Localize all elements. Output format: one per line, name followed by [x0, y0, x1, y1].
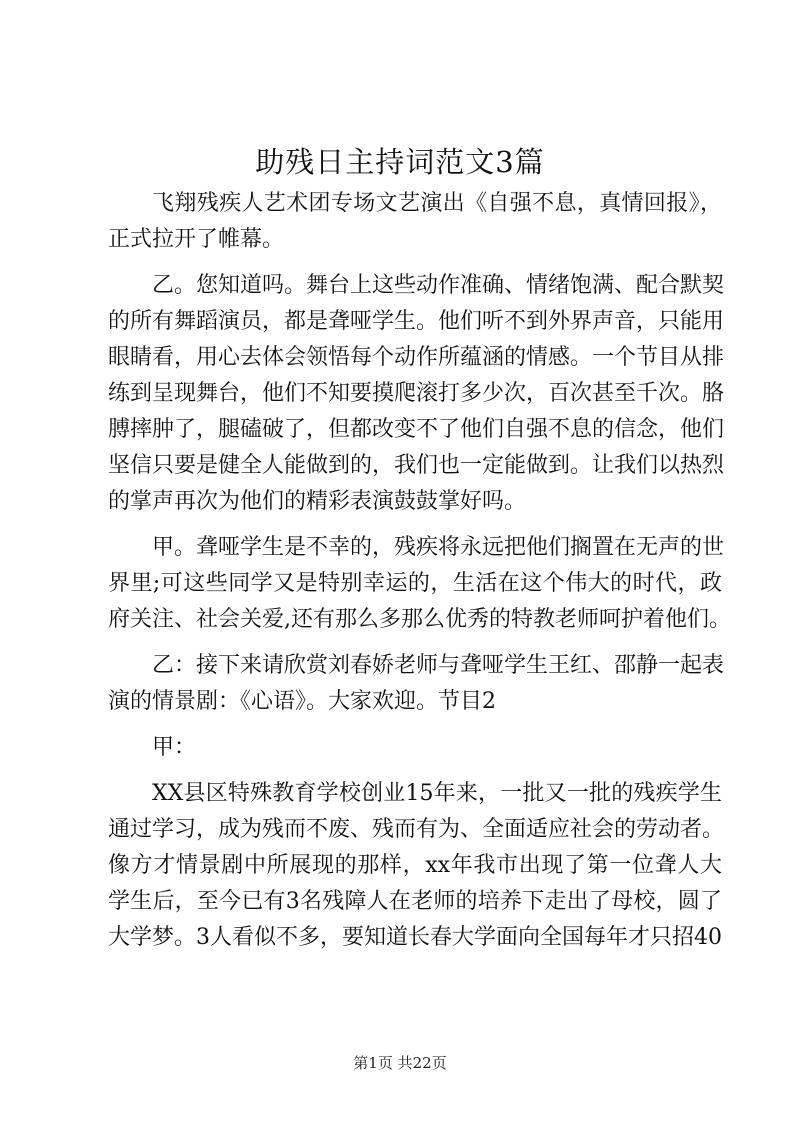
text-line: 乙。您知道吗。舞台上这些动作准确、情绪饱满、配合默契 [152, 273, 725, 298]
paragraph [108, 268, 725, 520]
text-line: 练到呈现舞台，他们不知要摸爬滚打多少次，百次甚至千次。胳 [108, 381, 725, 406]
text-line: 甲： [152, 735, 197, 760]
text-line: 通过学习，成为残而不废、残而有为、全面适应社会的劳动者。 [108, 817, 725, 842]
text-line: 飞翔残疾人艺术团专场文艺演出《自强不息，真情回报》， [152, 191, 722, 216]
document-body [108, 186, 731, 966]
text-line: 眼睛看，用心去体会领悟每个动作所蕴涵的情感。一个节目从排 [108, 345, 725, 370]
text-line: 的所有舞蹈演员，都是聋哑学生。他们听不到外界声音，只能用 [108, 309, 725, 334]
paragraph [108, 648, 725, 720]
text-line: 演的情景剧：《心语》。大家欢迎。节目2 [108, 689, 496, 714]
paragraph [108, 776, 725, 956]
text-line: 大学梦。3人看似不多，要知道长春大学面向全国每年才只招40 [108, 925, 722, 950]
text-line: 的掌声再次为他们的精彩表演鼓鼓掌好吗。 [108, 489, 527, 514]
text-line: 界里;可这些同学又是特别幸运的，生活在这个伟大的时代，政 [108, 571, 722, 596]
text-line: 像方才情景剧中所展现的那样，xx年我市出现了第一位聋人大 [108, 853, 722, 878]
text-line: 府关注、社会关爱,还有那么多那么优秀的特教老师呵护着他们。 [108, 607, 731, 632]
text-line: 膊摔肿了，腿磕破了，但都改变不了他们自强不息的信念，他们 [108, 417, 725, 442]
text-line: 坚信只要是健全人能做到的，我们也一定能做到。让我们以热烈 [108, 453, 725, 478]
page-title: 助残日主持词范文3篇 [255, 145, 545, 179]
text-line: 学生后，至今已有3名残障人在老师的培养下走出了母校，圆了 [108, 889, 722, 914]
paragraph [108, 730, 722, 766]
page-footer: 第1页 共22页 [353, 1054, 447, 1072]
text-line: 甲。聋哑学生是不幸的，残疾将永远把他们搁置在无声的世 [152, 535, 725, 560]
paragraph [108, 530, 731, 638]
text-line: XX县区特殊教育学校创业15年来，一批又一批的残疾学生 [152, 781, 722, 806]
text-line: 正式拉开了帷幕。 [108, 227, 285, 252]
paragraph [108, 186, 722, 258]
text-line: 乙：接下来请欣赏刘春娇老师与聋哑学生王红、邵静一起表 [152, 653, 725, 678]
